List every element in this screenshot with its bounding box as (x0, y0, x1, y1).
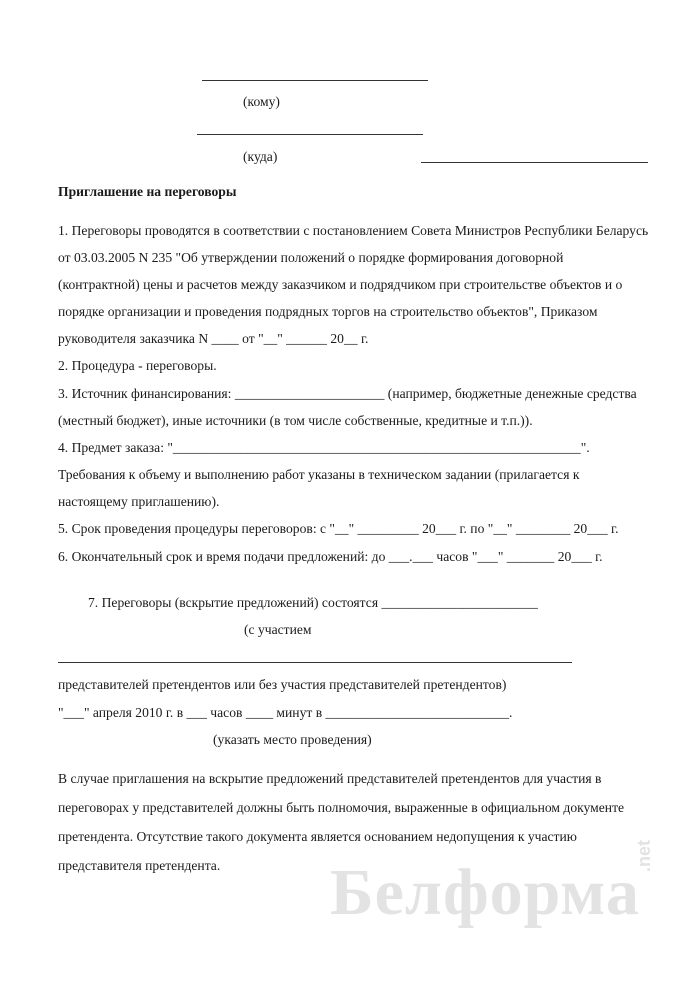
item-7-negotiations: 7. Переговоры (вскрытие предложений) состоятся _______________________ (88, 595, 538, 610)
item-6-deadline: 6. Окончательный срок и время подачи предложений: до ___.___ часов "___" _______ 20___ г. (58, 549, 603, 564)
representatives-line: представителей претендентов или без участия представителей претендентов) (58, 677, 507, 692)
address-line-right (421, 162, 648, 163)
participation-line (58, 662, 572, 663)
closing-line: переговорах у представителей должны быть полномочия, выраженные в официальном документе (58, 800, 625, 815)
closing-line: претендента. Отсутствие такого документа является основанием недопущения к участию (58, 829, 577, 844)
document-title: Приглашение на переговоры (58, 184, 237, 199)
closing-line: представителя претендента. (58, 858, 221, 873)
closing-line: В случае приглашения на вскрытие предложений представителей претендентов для участия в (58, 771, 602, 786)
belforma-watermark: Белформа (330, 856, 640, 929)
paragraph-1-line: от 03.03.2005 N 235 "Об утверждении положений о порядке формирования договорной (58, 250, 564, 265)
address-label: (куда) (243, 149, 278, 164)
item-5-term: 5. Срок проведения процедуры переговоров: с "__" _________ 20___ г. по "__" ________ 20___ г. (58, 521, 619, 536)
requirements-line: настоящему приглашению). (58, 494, 220, 509)
place-label: (указать место проведения) (213, 732, 372, 747)
paragraph-1-line: руководителя заказчика N ____ от "__" ______ 20__ г. (58, 331, 369, 346)
participation-label: (с участием (244, 622, 312, 637)
recipient-line (202, 80, 428, 81)
recipient-label: (кому) (243, 94, 280, 109)
item-3-financing: (местный бюджет), иные источники (в том числе собственные, кредитные и т.п.)). (58, 413, 533, 428)
item-2-procedure: 2. Процедура - переговоры. (58, 358, 217, 373)
paragraph-1-line: 1. Переговоры проводятся в соответствии с постановлением Совета Министров Республики Беларусь (58, 223, 649, 238)
watermark-net-suffix: .net (634, 839, 654, 872)
requirements-line: Требования к объему и выполнению работ указаны в техническом задании (прилагается к (58, 467, 580, 482)
paragraph-1-line: (контрактной) цены и расчетов между заказчиком и подрядчиком при строительстве объектов и о (58, 277, 623, 292)
item-3-financing: 3. Источник финансирования: ______________________ (например, бюджетные денежные средства (58, 386, 637, 401)
address-line (197, 134, 423, 135)
item-4-subject: 4. Предмет заказа: "____________________________________________________________". (58, 440, 590, 455)
paragraph-1-line: порядке организации и проведения подрядных торгов на строительство объектов", Приказом (58, 304, 598, 319)
date-time-place-line: "___" апреля 2010 г. в ___ часов ____ минут в ___________________________. (58, 705, 513, 720)
